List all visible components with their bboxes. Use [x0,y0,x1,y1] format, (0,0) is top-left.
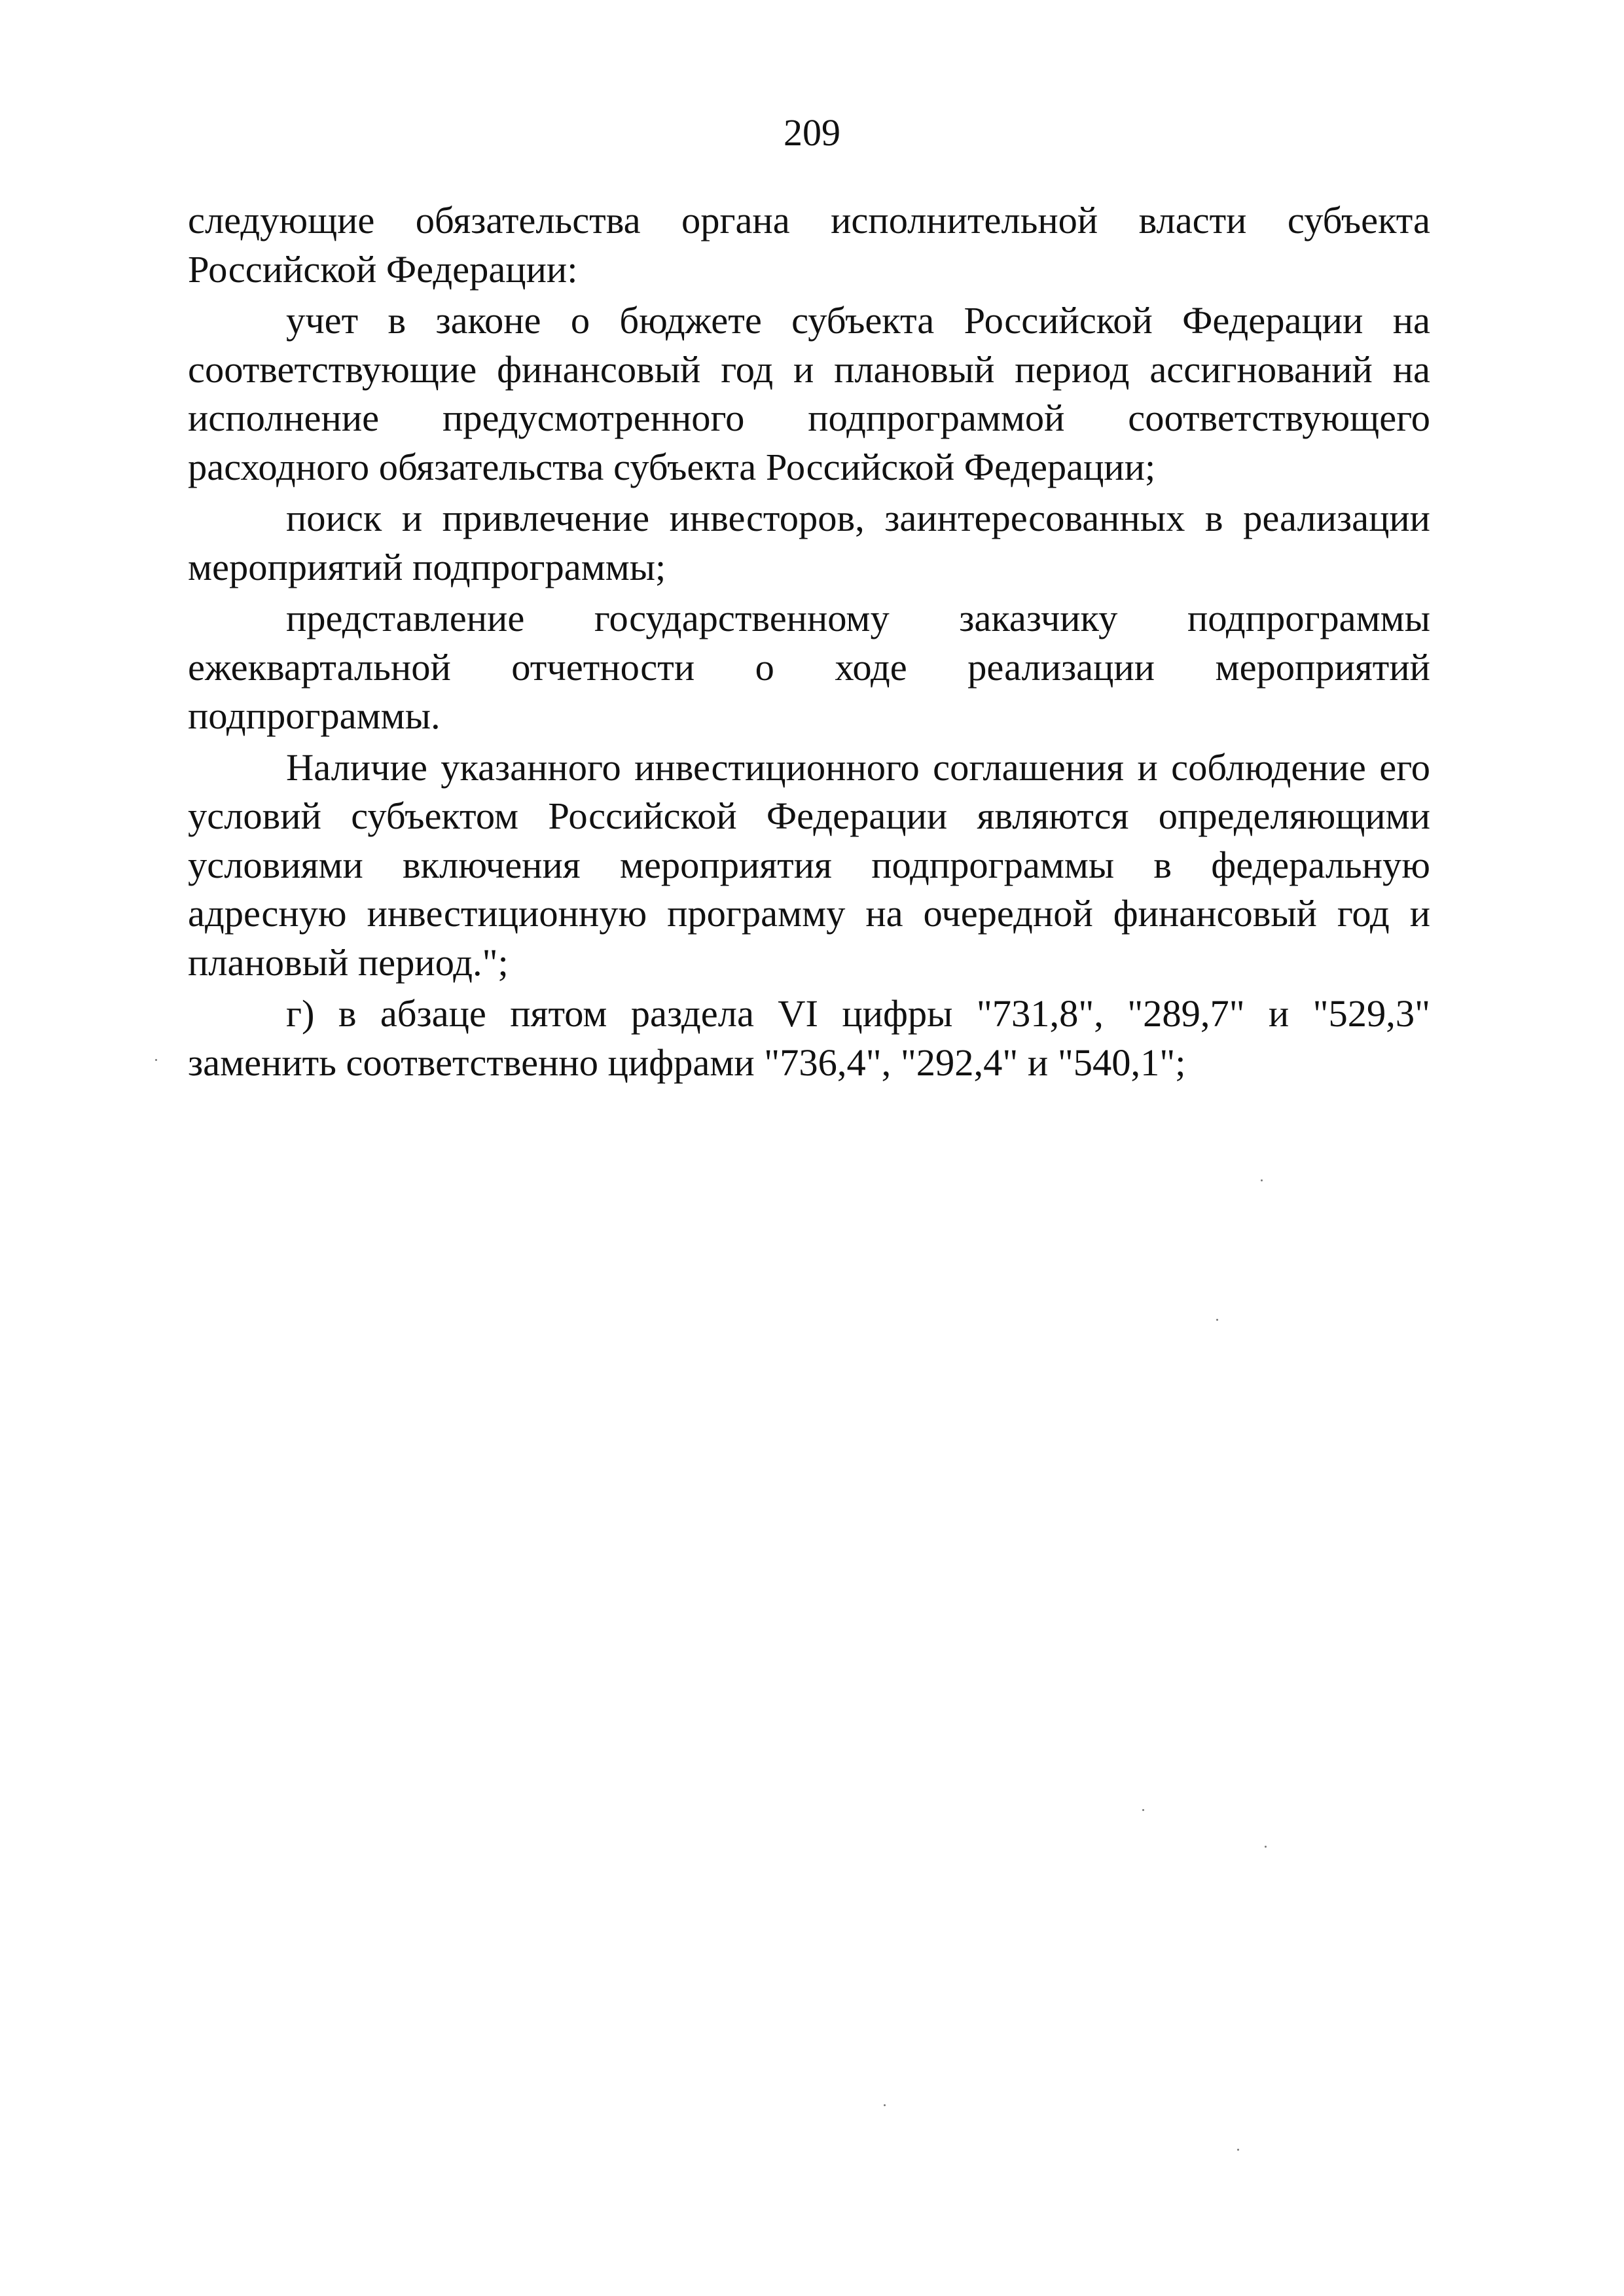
scan-speck [1261,1179,1263,1181]
document-body [188,196,1430,1087]
scan-speck [155,1059,157,1061]
scan-speck [1265,1846,1267,1848]
scan-speck [884,2104,886,2106]
scan-speck [1142,1809,1144,1811]
page-number: 209 [784,111,840,154]
paragraph-investor-search: поиск и привлечение инвесторов, заинтересованных в реализации мероприятий подпрограммы; [188,497,1430,588]
scan-speck [1216,1319,1218,1321]
paragraph-budget-accounting: учет в законе о бюджете субъекта Российской Федерации на соответствующие финансовый год и плановый период ассигнований на исполнение предусмотренного подпрограммой соответствующего расходного обязательства субъекта Российской Федерации; [188,299,1430,488]
paragraph-amendment-g: г) в абзаце пятом раздела VI цифры "731,8", "289,7" и "529,3" заменить соответственно цифрами "736,4", "292,4" и "540,1"; [188,992,1430,1084]
paragraph-obligations-intro: следующие обязательства органа исполнительной власти субъекта Российской Федерации: [188,199,1430,291]
paragraph-investment-agreement: Наличие указанного инвестиционного соглашения и соблюдение его условий субъектом Российской Федерации являются определяющими условиями включения мероприятия подпрограммы в федеральную адресную инвестиционную программу на очередной финансовый год и плановый период."; [188,745,1430,984]
paragraph-quarterly-reporting: представление государственному заказчику подпрограммы ежеквартальной отчетности о ходе реализации мероприятий подпрограммы. [188,597,1430,737]
scan-speck [1237,2149,1239,2151]
